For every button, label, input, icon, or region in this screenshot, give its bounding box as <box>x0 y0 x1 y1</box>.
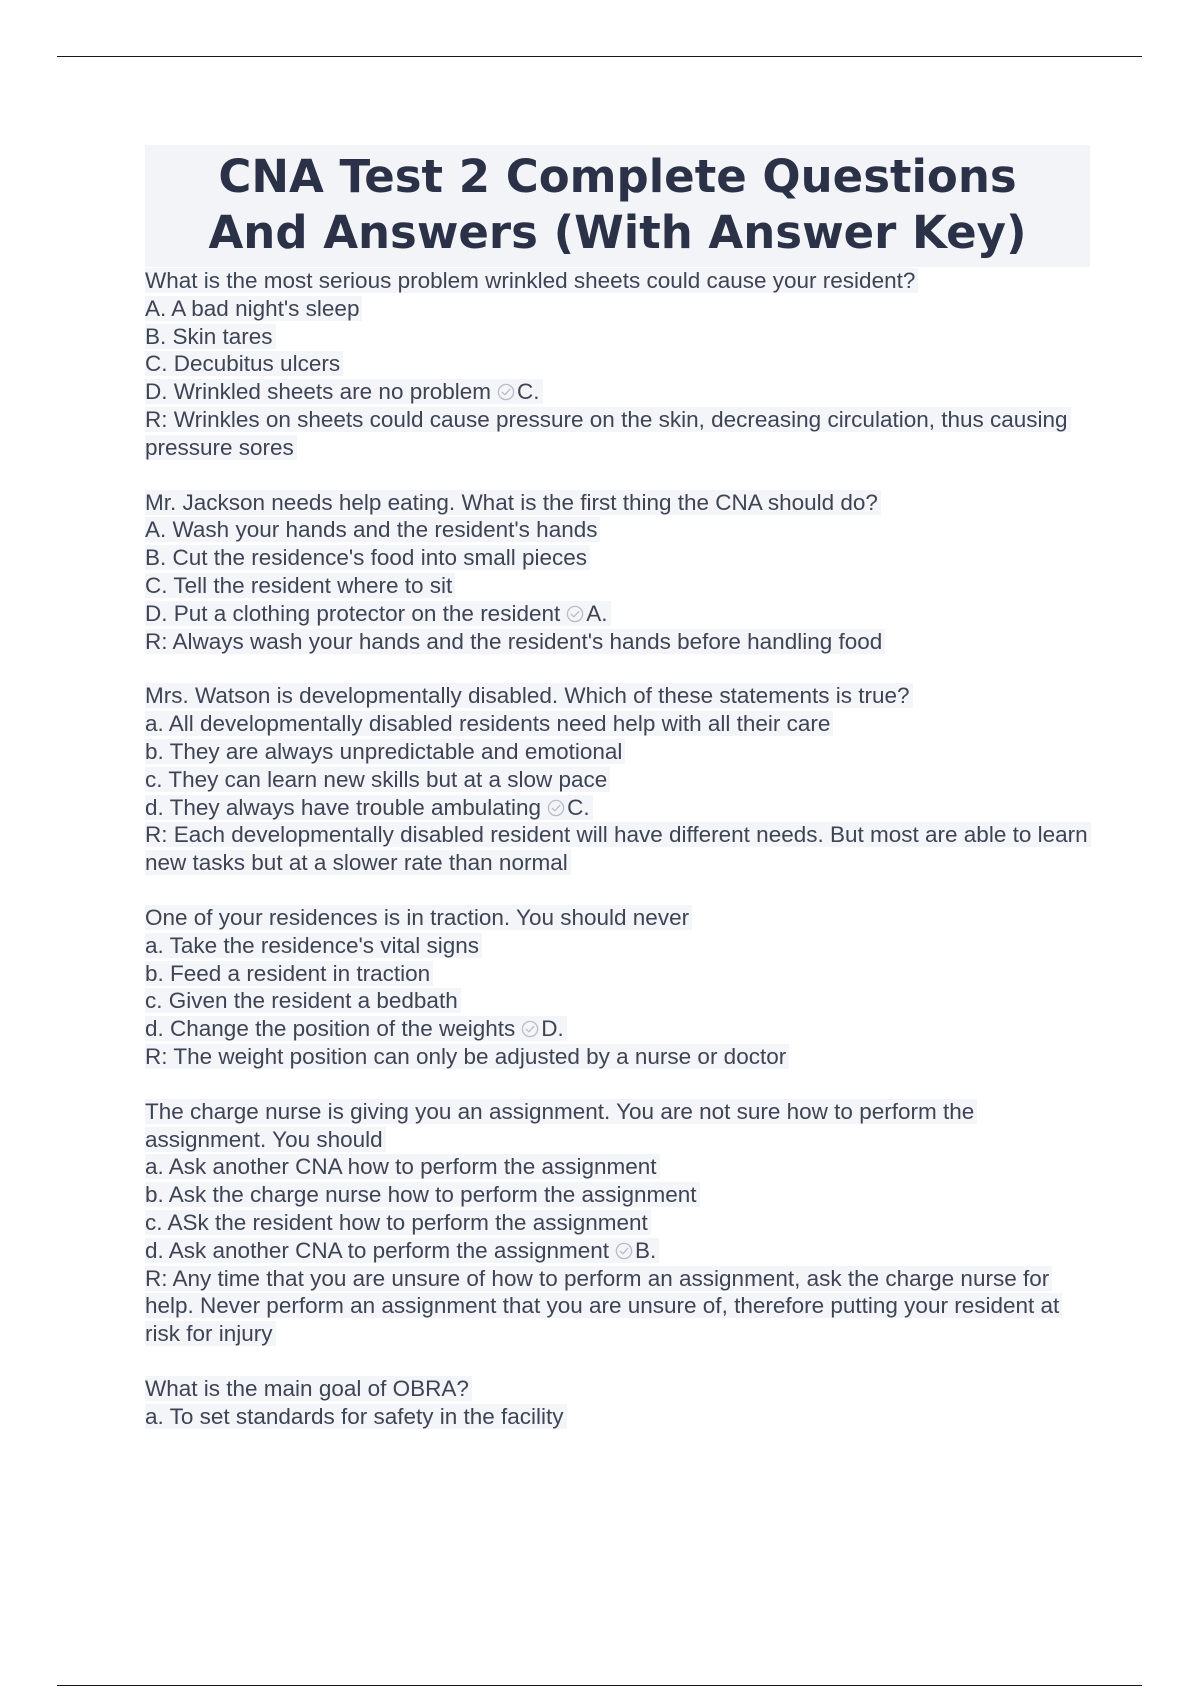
answer-option-text <box>145 961 433 986</box>
question-text-content: One of your residences is in traction. You should never <box>145 905 692 930</box>
option-label: C. Decubitus ulcers <box>145 351 341 377</box>
answer-option-text <box>145 573 455 598</box>
option-label: a. To set standards for safety in the facility <box>145 1403 564 1429</box>
rationale-text: R: Any time that you are unsure of how to perform an assignment, ask the charge nurse for help. Never perform an assignment that you are unsure of, therefore putting your resident at risk for injury <box>145 1266 1062 1347</box>
question-block <box>145 1375 1090 1431</box>
question-text <box>145 267 1090 295</box>
rationale-text: R: Wrinkles on sheets could cause pressure on the skin, decreasing circulation, thus causing pressure sores <box>145 407 1071 460</box>
answer-option-text <box>145 1182 700 1207</box>
check-circle-icon <box>615 1242 633 1260</box>
answer-option <box>145 960 1090 988</box>
question-text <box>145 1098 1090 1154</box>
option-label: D. Put a clothing protector on the resident <box>145 600 561 626</box>
question-text-content: What is the most serious problem wrinkled sheets could cause your resident? <box>145 268 918 293</box>
question-text-content: What is the main goal of OBRA? <box>145 1376 472 1401</box>
question-text-content: The charge nurse is giving you an assignment. You are not sure how to perform the assignment. You should <box>145 1099 977 1152</box>
question-text <box>145 904 1090 932</box>
option-label: c. Given the resident a bedbath <box>145 988 458 1014</box>
answer-option <box>145 572 1090 600</box>
option-label: d. They always have trouble ambulating <box>145 794 542 820</box>
option-label: a. Ask another CNA how to perform the assignment <box>145 1154 657 1180</box>
option-label: A. A bad night's sleep <box>145 295 360 321</box>
answer-option-text <box>145 296 362 321</box>
rationale <box>145 1043 1090 1071</box>
answer-option <box>145 295 1090 323</box>
answer-option <box>145 1015 1090 1043</box>
question-list <box>145 267 1090 1430</box>
option-label: a. All developmentally disabled residents need help with all their care <box>145 711 831 737</box>
option-label: c. They can learn new skills but at a slow pace <box>145 766 608 792</box>
answer-option-text <box>145 933 482 958</box>
answer-option-text <box>145 1016 567 1041</box>
check-circle-icon <box>566 605 584 623</box>
question-block <box>145 489 1090 656</box>
answer-option <box>145 378 1090 406</box>
answer-option-text <box>145 379 543 404</box>
option-label: b. They are always unpredictable and emotional <box>145 738 623 764</box>
option-label: D. Wrinkled sheets are no problem <box>145 379 491 405</box>
rationale-text: R: Always wash your hands and the resident's hands before handling food <box>145 629 885 654</box>
option-label: C. Tell the resident where to sit <box>145 572 453 598</box>
answer-option <box>145 738 1090 766</box>
option-label: A. Wash your hands and the resident's hands <box>145 517 598 543</box>
option-label: B. Cut the residence's food into small pieces <box>145 545 588 571</box>
answer-option-text <box>145 1404 567 1429</box>
answer-option <box>145 1237 1090 1265</box>
title-line-1: CNA Test 2 Complete Questions <box>218 150 1017 203</box>
question-block <box>145 682 1090 877</box>
correct-answer: C. <box>567 794 590 820</box>
answer-option-text <box>145 1238 659 1263</box>
rationale-text: R: Each developmentally disabled resident will have different needs. But most are able to learn new tasks but at a slower rate than normal <box>145 822 1091 875</box>
answer-option-text <box>145 739 625 764</box>
answer-option <box>145 323 1090 351</box>
rationale <box>145 821 1090 877</box>
question-text <box>145 489 1090 517</box>
rationale <box>145 1265 1090 1348</box>
question-block <box>145 267 1090 462</box>
answer-option-text <box>145 1210 651 1235</box>
rationale-text: R: The weight position can only be adjusted by a nurse or doctor <box>145 1044 789 1069</box>
answer-option <box>145 544 1090 572</box>
answer-option-text <box>145 324 276 349</box>
option-label: c. ASk the resident how to perform the assignment <box>145 1209 648 1235</box>
top-rule <box>57 56 1142 57</box>
bottom-rule <box>57 1685 1142 1686</box>
question-text-content: Mr. Jackson needs help eating. What is the first thing the CNA should do? <box>145 490 881 515</box>
question-block <box>145 1098 1090 1348</box>
answer-option <box>145 1153 1090 1181</box>
answer-option-text <box>145 351 343 376</box>
answer-option <box>145 350 1090 378</box>
option-label: b. Feed a resident in traction <box>145 960 431 986</box>
answer-option <box>145 766 1090 794</box>
answer-option <box>145 516 1090 544</box>
correct-answer: B. <box>635 1237 657 1263</box>
option-label: a. Take the residence's vital signs <box>145 932 480 958</box>
title-line-2: And Answers (With Answer Key) <box>208 206 1027 259</box>
answer-option <box>145 1403 1090 1431</box>
option-label: B. Skin tares <box>145 323 273 349</box>
answer-option-text <box>145 545 590 570</box>
rationale <box>145 628 1090 656</box>
document-body <box>145 145 1090 1430</box>
option-label: d. Change the position of the weights <box>145 1016 516 1042</box>
answer-option <box>145 1181 1090 1209</box>
answer-option-text <box>145 711 833 736</box>
answer-option-text <box>145 601 611 626</box>
answer-option-text <box>145 767 610 792</box>
answer-option <box>145 794 1090 822</box>
option-label: d. Ask another CNA to perform the assignment <box>145 1237 609 1263</box>
answer-option-text <box>145 988 461 1013</box>
answer-option <box>145 710 1090 738</box>
check-circle-icon <box>547 799 565 817</box>
answer-option-text <box>145 795 593 820</box>
answer-option-text <box>145 1154 660 1179</box>
correct-answer: D. <box>541 1016 564 1042</box>
answer-option <box>145 987 1090 1015</box>
answer-option <box>145 600 1090 628</box>
question-block <box>145 904 1090 1071</box>
answer-option <box>145 932 1090 960</box>
question-text-content: Mrs. Watson is developmentally disabled. Which of these statements is true? <box>145 683 913 708</box>
question-text <box>145 682 1090 710</box>
correct-answer: C. <box>517 379 540 405</box>
check-circle-icon <box>521 1020 539 1038</box>
option-label: b. Ask the charge nurse how to perform the assignment <box>145 1182 697 1208</box>
check-circle-icon <box>497 383 515 401</box>
question-text <box>145 1375 1090 1403</box>
answer-option <box>145 1209 1090 1237</box>
rationale <box>145 406 1090 462</box>
correct-answer: A. <box>586 600 608 626</box>
document-title <box>145 145 1090 267</box>
answer-option-text <box>145 517 600 542</box>
